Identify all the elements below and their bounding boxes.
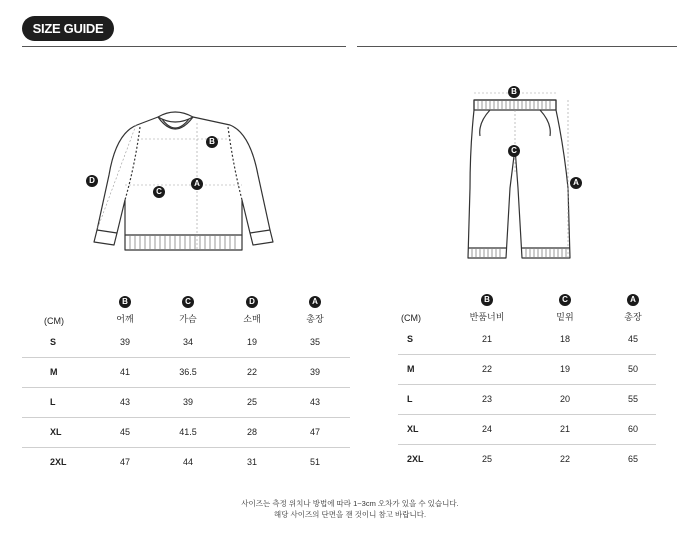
size-cell: L [50,397,56,407]
size-cell: M [50,367,58,377]
label-a-bottom: A [570,177,582,189]
value-cell: 18 [559,334,570,344]
column-label: 어깨 [116,314,134,324]
value-cell: 25 [246,397,257,407]
value-cell: 50 [627,364,638,374]
size-cell: M [407,364,415,374]
value-cell: 41.5 [179,427,197,437]
top-left-divider [22,46,346,47]
table-row [398,445,656,475]
column-label: 밑위 [556,312,574,322]
label-b-bottom: B [508,86,520,98]
column-header [217,296,287,325]
value-cell: 28 [246,427,257,437]
column-letter: B [119,296,131,308]
label-c-top: C [153,186,165,198]
column-header [153,296,223,325]
footnote-line-2: 해당 사이즈의 단면을 잰 것이니 참고 바랍니다. [273,510,427,519]
value-cell: 24 [481,424,492,434]
column-letter: C [559,294,571,306]
value-cell: 25 [481,454,492,464]
table-row [22,358,350,388]
column-label: 소매 [243,314,261,324]
value-cell: 35 [309,337,320,347]
value-cell: 39 [309,367,320,377]
value-cell: 41 [119,367,130,377]
footnote-line-1: 사이즈는 측정 위치나 방법에 따라 1~3cm 오차가 있을 수 있습니다. [241,499,459,508]
value-cell: 22 [246,367,257,377]
value-cell: 51 [309,457,320,467]
size-cell: XL [50,427,62,437]
column-label: 총장 [306,314,324,324]
size-guide-title: SIZE GUIDE [22,16,114,41]
value-cell: 60 [627,424,638,434]
top-right-divider [357,46,677,47]
value-cell: 47 [309,427,320,437]
table-row [398,325,656,355]
table-row [22,448,350,478]
column-header [452,294,522,323]
value-cell: 45 [627,334,638,344]
value-cell: 36.5 [179,367,197,377]
unit-label: (CM) [401,313,421,323]
column-label: 반품너비 [469,312,505,322]
label-d-top: D [86,175,98,187]
column-header [90,296,160,325]
value-cell: 21 [481,334,492,344]
top-size-table [22,296,350,476]
size-cell: 2XL [50,457,67,467]
value-cell: 43 [119,397,130,407]
size-cell: 2XL [407,454,424,464]
column-header [280,296,350,325]
value-cell: 44 [182,457,193,467]
size-cell: S [407,334,414,344]
sweatshirt-illustration [80,105,280,260]
value-cell: 47 [119,457,130,467]
value-cell: 21 [559,424,570,434]
value-cell: 23 [481,394,492,404]
value-cell: 19 [559,364,570,374]
column-letter: C [182,296,194,308]
value-cell: 65 [627,454,638,464]
value-cell: 39 [119,337,130,347]
unit-label: (CM) [44,316,64,326]
column-letter: D [246,296,258,308]
value-cell: 31 [246,457,257,467]
size-cell: XL [407,424,419,434]
value-cell: 45 [119,427,130,437]
table-row [22,418,350,448]
size-cell: S [50,337,57,347]
value-cell: 20 [559,394,570,404]
column-letter: A [309,296,321,308]
value-cell: 19 [246,337,257,347]
label-b-top: B [206,136,218,148]
table-row [398,385,656,415]
value-cell: 34 [182,337,193,347]
table-row [22,328,350,358]
value-cell: 39 [182,397,193,407]
table-row [398,415,656,445]
size-cell: L [407,394,413,404]
value-cell: 55 [627,394,638,404]
column-letter: A [627,294,639,306]
label-a-top: A [191,178,203,190]
table-row [398,355,656,385]
column-label: 가슴 [179,314,197,324]
value-cell: 22 [481,364,492,374]
column-label: 총장 [624,312,642,322]
column-header [598,294,668,323]
bottom-size-table [398,294,656,474]
value-cell: 22 [559,454,570,464]
column-header [530,294,600,323]
value-cell: 43 [309,397,320,407]
table-row [22,388,350,418]
column-letter: B [481,294,493,306]
label-c-bottom: C [508,145,520,157]
